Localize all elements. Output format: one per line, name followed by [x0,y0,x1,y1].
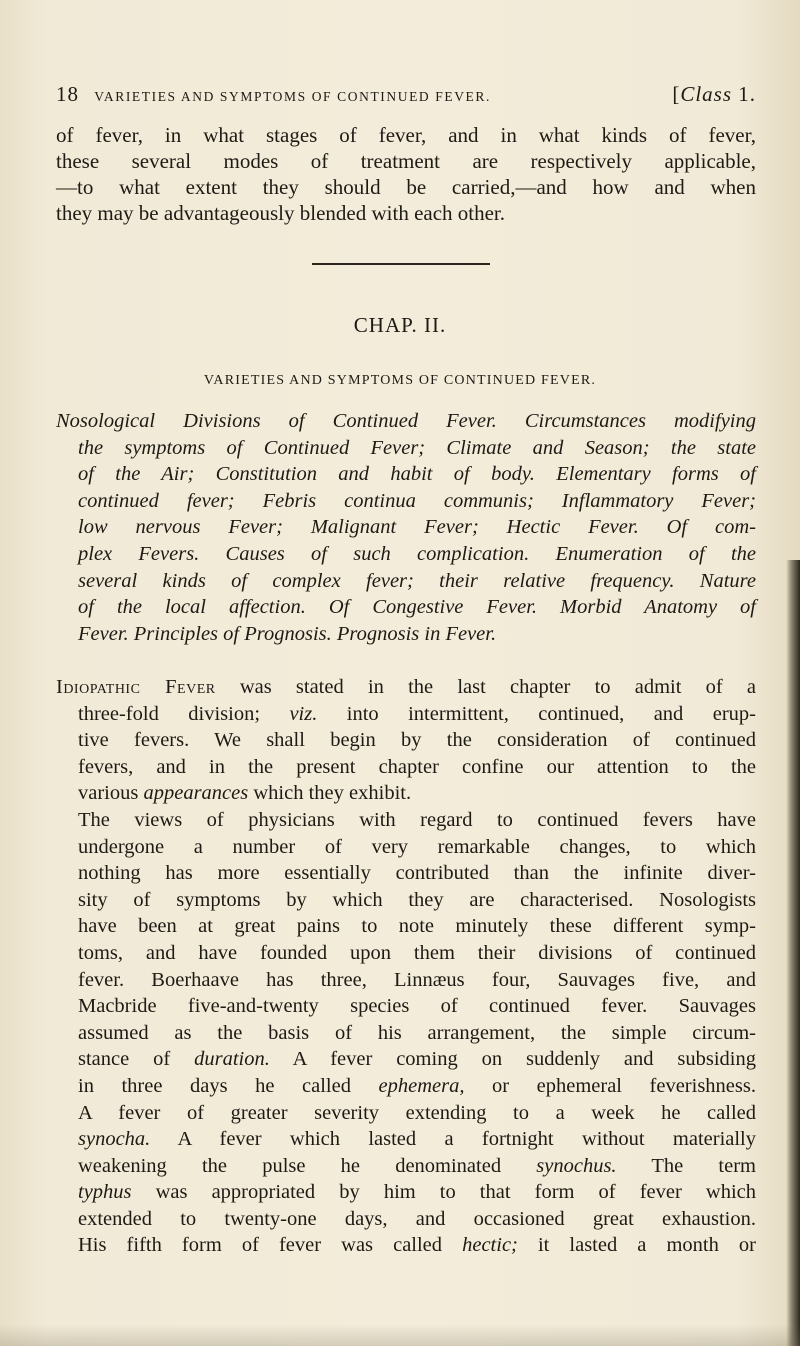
body-line: extended to twenty-one days, and occasioned great exhaustion. [78,1207,756,1230]
body-line: undergone a number of very remarkable changes, to which [78,835,756,858]
body-line: tive fevers. We shall begin by the consideration of continued [78,729,756,752]
body-line: nothing has more essentially contributed than the infinite diver- [78,862,756,885]
summary-line: Fever. Principles of Prognosis. Prognosis in Fever. [78,622,497,645]
body-line: three-fold division; viz. into intermittent, continued, and erup- [78,702,756,725]
summary-line: the symptoms of Continued Fever; Climate and Season; the state [78,436,756,459]
body-text [56,674,756,1259]
body-line: typhus was appropriated by him to that form of fever which [78,1181,756,1204]
summary-line: Nosological Divisions of Continued Fever. Circumstances modifying [56,410,756,432]
summary-line: low nervous Fever; Malignant Fever; Hectic Fever. Of com- [78,516,756,539]
summary-line: plex Fevers. Causes of such complication. Enumeration of the [78,542,756,565]
top-line: these several modes of treatment are respectively applicable, [56,149,756,173]
body-line: weakening the pulse he denominated synochus. The term [78,1154,756,1177]
body-line: Macbride five-and-twenty species of continued fever. Sauvages [78,995,756,1018]
running-head-class: [Class 1. [672,82,756,106]
body-line: assumed as the basis of his arrangement, the simple circum- [78,1021,756,1044]
chapter-title: VARIETIES AND SYMPTOMS OF CONTINUED FEVER. [203,373,597,388]
chapter-number: CHAP. II. [353,313,447,337]
summary-line: continued fever; Febris continua communis; Inflammatory Fever; [78,489,756,512]
top-line: of fever, in what stages of fever, and in what kinds of fever, [56,123,756,147]
page-bottom-shadow [0,1324,800,1346]
body-line: various appearances which they exhibit. [78,782,412,805]
summary-line: of the Air; Constitution and habit of body. Elementary forms of [78,463,756,486]
top-line: —to what extent they should be carried,—and how and when [56,175,756,199]
top-paragraph [56,122,756,226]
body-line: Idiopathic Fever was stated in the last chapter to admit of a [56,676,757,698]
body-line: fever. Boerhaave has three, Linnæus four, Sauvages five, and [78,968,756,991]
body-line: His fifth form of fever was called hectic; it lasted a month or [78,1234,756,1257]
page-edge-shadow [786,560,800,1346]
body-line: stance of duration. A fever coming on suddenly and subsiding [78,1048,757,1071]
body-line: sity of symptoms by which they are characterised. Nosologists [78,888,756,911]
running-head [56,82,756,112]
chapter-summary [56,408,756,647]
section-divider [312,263,490,265]
summary-line: several kinds of complex fever; their relative frequency. Nature [78,569,756,592]
body-line: The views of physicians with regard to continued fevers have [78,808,756,831]
running-head-title: VARIETIES AND SYMPTOMS OF CONTINUED FEVER. [94,89,491,104]
top-line: they may be advantageously blended with each other. [56,201,506,225]
body-line: A fever of greater severity extending to a week he called [78,1101,756,1124]
body-line: in three days he called ephemera, or ephemeral feverishness. [78,1074,756,1097]
body-line: toms, and have founded upon them their divisions of continued [78,941,756,964]
body-line: synocha. A fever which lasted a fortnight without materially [78,1128,756,1151]
body-line: fevers, and in the present chapter confine our attention to the [78,755,756,778]
page-number: 18 [56,82,79,106]
body-line: have been at great pains to note minutely these different symp- [78,915,756,938]
summary-line: of the local affection. Of Congestive Fever. Morbid Anatomy of [78,596,756,619]
